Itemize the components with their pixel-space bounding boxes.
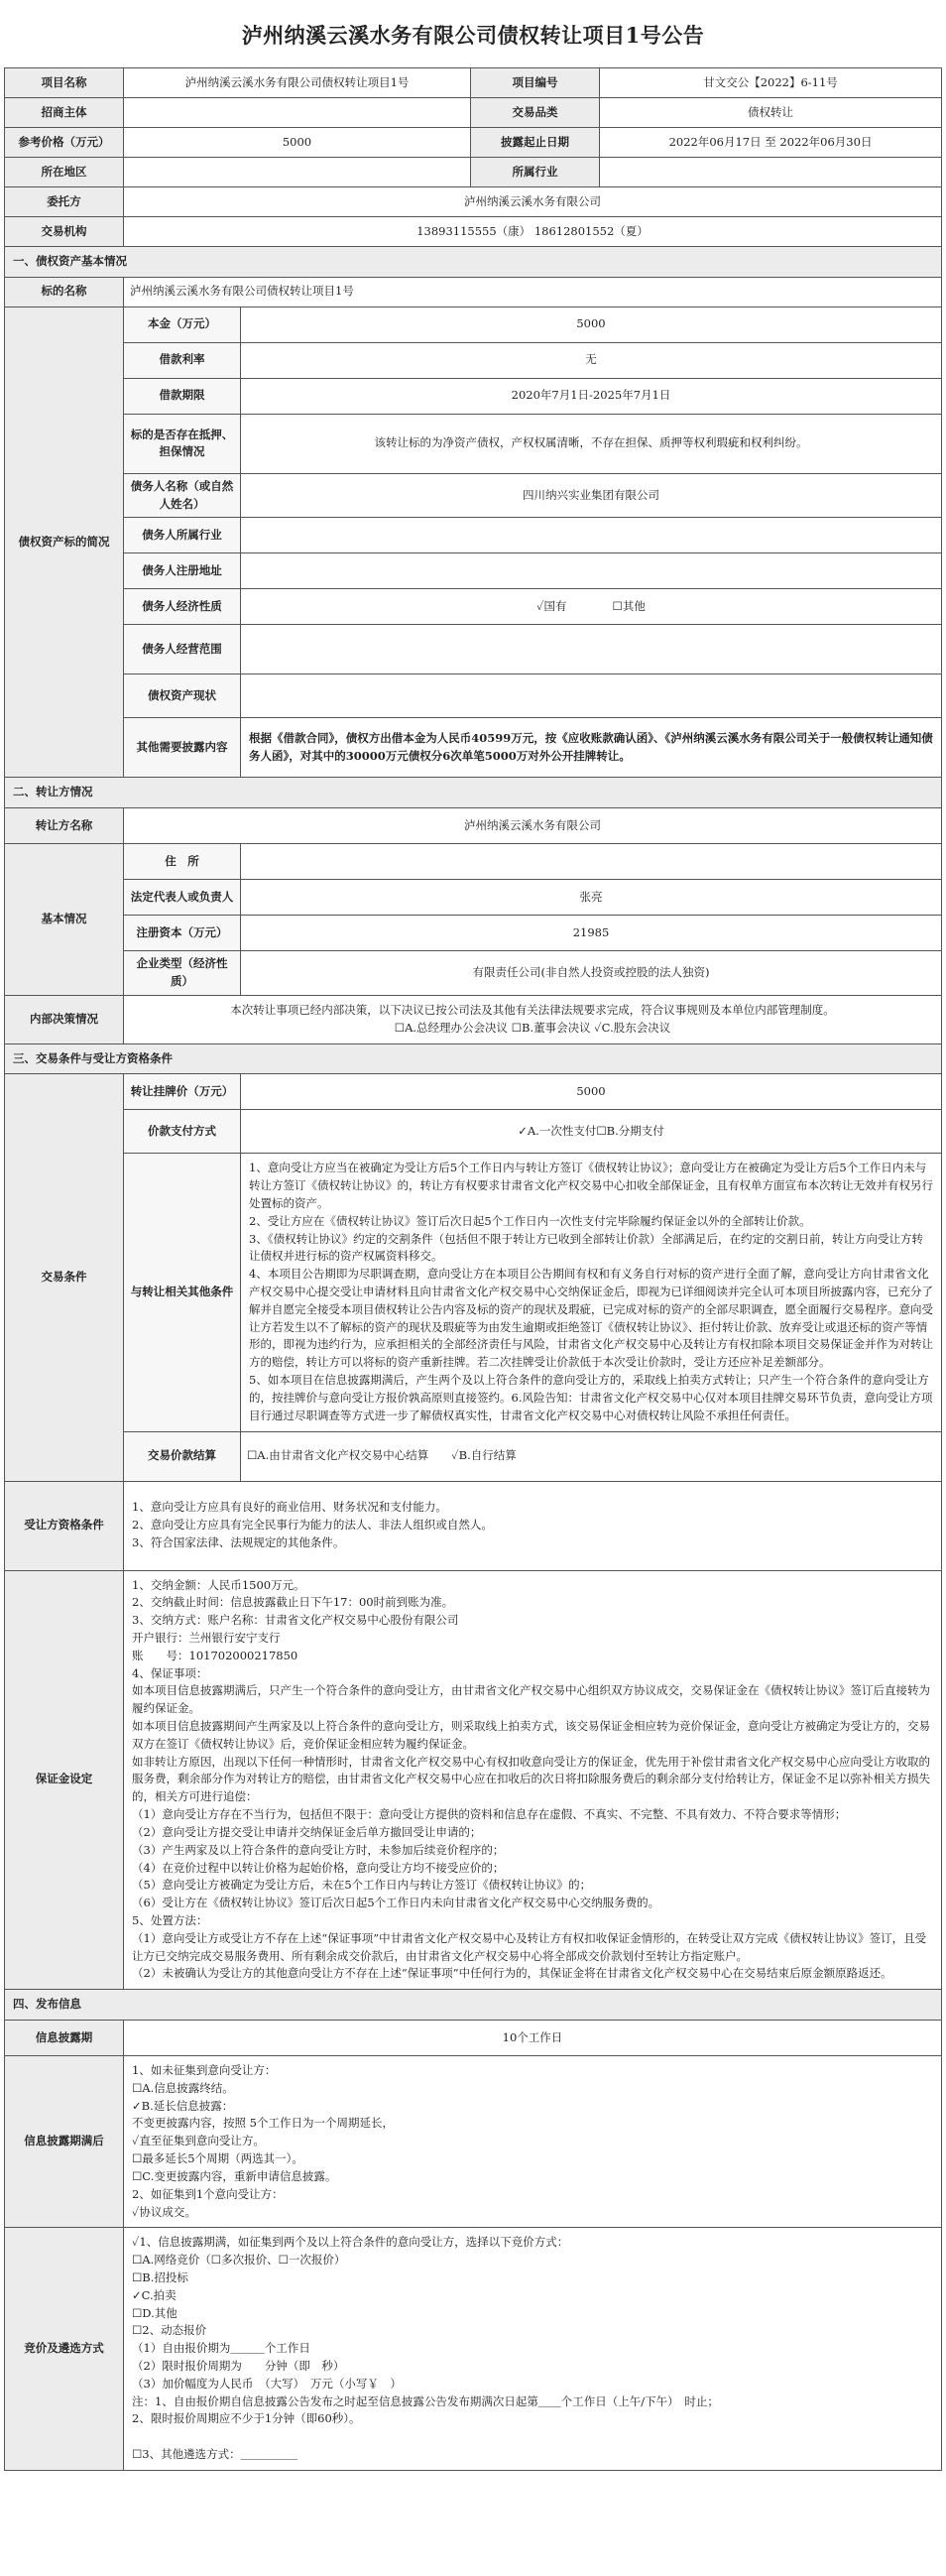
- enterprise-type-row: [5, 951, 942, 996]
- trade-type-label: 交易品类: [471, 98, 600, 128]
- expiry-row: [5, 2056, 942, 2228]
- other-disclosure-row: [5, 718, 942, 778]
- region-value: [124, 158, 471, 187]
- price-row: [5, 128, 942, 158]
- debtor-row: [5, 473, 942, 518]
- internal-decision-row: [5, 995, 942, 1043]
- section3-title: 三、交易条件与受让方资格条件: [5, 1043, 942, 1074]
- mortgage-label: 标的是否存在抵押、担保情况: [124, 414, 241, 473]
- deposit-row: [5, 1570, 942, 1990]
- bidder-value: [124, 98, 471, 128]
- legal-rep-label: 法定代表人或负责人: [124, 880, 241, 916]
- other-disclosure-label: 其他需要披露内容: [124, 718, 241, 778]
- debtor-address-row: [5, 553, 942, 589]
- term-label: 借款期限: [124, 378, 241, 414]
- bidder-row: [5, 98, 942, 128]
- debtor-address-label: 债务人注册地址: [124, 553, 241, 589]
- client-label: 委托方: [5, 187, 124, 217]
- debtor-industry-value: [241, 518, 942, 553]
- section1-title: 一、债权资产基本情况: [5, 247, 942, 278]
- target-label: 标的名称: [5, 277, 124, 307]
- transferor-address-row: [5, 844, 942, 880]
- trade-type-value: 债权转让: [600, 98, 942, 128]
- overview-label: 债权资产标的简况: [5, 307, 124, 778]
- payment-method-value: ✓A.一次性支付☐B.分期支付: [241, 1110, 942, 1154]
- qualification-label: 受让方资格条件: [5, 1481, 124, 1570]
- disclosure-period-label: 披露起止日期: [471, 128, 600, 158]
- debtor-label: 债务人名称（或自然人姓名）: [124, 473, 241, 518]
- transferor-name-value: 泸州纳溪云溪水务有限公司: [124, 808, 942, 844]
- rate-row: [5, 342, 942, 378]
- debtor-scope-label: 债务人经营范围: [124, 625, 241, 675]
- mortgage-value: 该转让标的为净资产债权，产权权属清晰，不存在担保、质押等权利瑕疵和权利纠纷。: [241, 414, 942, 473]
- registered-capital-value: 21985: [241, 916, 942, 951]
- basic-info-label: 基本情况: [5, 844, 124, 996]
- debtor-nature-row: [5, 589, 942, 625]
- reference-price-value: 5000: [124, 128, 471, 158]
- other-conditions-label: 与转让相关其他条件: [124, 1154, 241, 1431]
- bidding-method-value: ✓1、信息披露期满，如征集到两个及以上符合条件的意向受让方，选择以下竞价方式： ☐A.网络竞价（☐多次报价、☐一次报价） ☐B.招投标 ✓C.拍卖 ☐D.其他 ☐2、动态报价 （1）自由报价期为＿＿＿个工作日 （2）限时报价周期为 分钟（即 秒） （3）加价幅度为人民币 （大写） 万元（小写￥ ） 注：1、自由报价期自信息披露公告发布之时起至信息披露公告发布期满次日起第＿＿个工作日（上午/下午） 时止； 2、限时报价周期应不少于1分钟（即60秒）。 ☐3、其他遴选方式：＿＿＿＿＿: [124, 2228, 942, 2471]
- agency-label: 交易机构: [5, 217, 124, 247]
- announcement-table: [4, 67, 942, 2471]
- target-row: [5, 277, 942, 307]
- agency-value: 13893115555（康） 18612801552（夏）: [124, 217, 942, 247]
- region-label: 所在地区: [5, 158, 124, 187]
- settlement-label: 交易价款结算: [124, 1431, 241, 1481]
- section4-header-row: [5, 1990, 942, 2021]
- client-row: [5, 187, 942, 217]
- payment-method-label: 价款支付方式: [124, 1110, 241, 1154]
- agency-row: [5, 217, 942, 247]
- disclosure-period-value: 2022年06月17日 至 2022年06月30日: [600, 128, 942, 158]
- debtor-value: 四川纳兴实业集团有限公司: [241, 473, 942, 518]
- target-value: 泸州纳溪云溪水务有限公司债权转让项目1号: [124, 277, 942, 307]
- info-period-value: 10个工作日: [124, 2021, 942, 2056]
- section2-header-row: [5, 778, 942, 808]
- section1-header-row: [5, 247, 942, 278]
- project-name-row: [5, 68, 942, 98]
- principal-label: 本金（万元）: [124, 307, 241, 342]
- section2-title: 二、转让方情况: [5, 778, 942, 808]
- registered-capital-row: [5, 916, 942, 951]
- enterprise-type-value: 有限责任公司(非自然人投资或控股的法人独资): [241, 951, 942, 996]
- legal-rep-value: 张亮: [241, 880, 942, 916]
- enterprise-type-label: 企业类型（经济性质）: [124, 951, 241, 996]
- term-row: [5, 378, 942, 414]
- listing-price-label: 转让挂牌价（万元）: [124, 1074, 241, 1110]
- industry-value: [600, 158, 942, 187]
- section3-header-row: [5, 1043, 942, 1074]
- reference-price-label: 参考价格（万元）: [5, 128, 124, 158]
- expiry-label: 信息披露期满后: [5, 2056, 124, 2228]
- listing-price-value: 5000: [241, 1074, 942, 1110]
- deposit-label: 保证金设定: [5, 1570, 124, 1990]
- principal-row: [5, 307, 942, 342]
- asset-status-row: [5, 675, 942, 718]
- bidding-method-label: 竞价及遴选方式: [5, 2228, 124, 2471]
- debtor-scope-row: [5, 625, 942, 675]
- region-row: [5, 158, 942, 187]
- other-conditions-row: [5, 1154, 942, 1431]
- settlement-row: [5, 1431, 942, 1481]
- section4-title: 四、发布信息: [5, 1990, 942, 2021]
- trade-conditions-label: 交易条件: [5, 1074, 124, 1481]
- industry-label: 所属行业: [471, 158, 600, 187]
- debtor-address-value: [241, 553, 942, 589]
- deposit-value: 1、交纳金额：人民币1500万元。 2、交纳截止时间：信息披露截止日下午17：00时前到账为准。 3、交纳方式：账户名称：甘肃省文化产权交易中心股份有限公司 开户银行：兰州银行安宁支行 账 号：101702000217850 4、保证事项： 如本项目信息披露期满后，只产生一个符合条件的意向受让方，由甘肃省文化产权交易中心组织双方协议成交，交易保证金在《债权转让协议》签订后直接转为履约保证金。 如本项目信息披露期间产生两家及以上符合条件的意向受让方，则采取线上拍卖方式，该交易保证金相应转为竞价保证金，意向受让方被确定为受让方的，交易双方在签订《债权转让协议》后，竞价保证金相应转为履约保证金。 如非转让方原因，出现以下任何一种情形时，甘肃省文化产权交易中心有权扣收意向受让方的保证金，优先用于补偿甘肃省文化产权交易中心应向受让方收取的服务费，剩余部分作为对转让方的赔偿，由甘肃省文化产权交易中心应在扣收后的次日将扣除服务费后的剩余部分支付给转让方，保证金不足以弥补相关方损失的，相关方可进行追偿： （1）意向受让方存在不当行为，包括但不限于：意向受让方提供的资料和信息存在虚假、不真实、不完整、不具有效力、不符合要求等情形； （2）意向受让方提交受让申请并交纳保证金后单方撤回受让申请的； （3）产生两家及以上符合条件的意向受让方时，未参加后续竞价程序的； （4）在竞价过程中以转让价格为起始价格，意向受让方均不接受应价的； （5）意向受让方被确定为受让方后，未在5个工作日内与转让方签订《债权转让协议》的； （6）受让方在《债权转让协议》签订后次日起5个工作日内未向甘肃省文化产权交易中心交纳服务费的。 5、处置方法： （1）意向受让方或受让方不存在上述“保证事项”中甘肃省文化产权交易中心及转让方有权扣收保证金情形的，在转受让双方完成《债权转让协议》签订，且受让方已交纳完成交易服务费用、所有剩余成交价款后，由甘肃省文化产权交易中心将全部成交价款划付至转让方指定账户。 （2）未被确认为受让方的其他意向受让方不存在上述“保证事项”中任何行为的，其保证金将在甘肃省文化产权交易中心在交易结束后原金额原路返还。: [124, 1570, 942, 1990]
- transferor-name-label: 转让方名称: [5, 808, 124, 844]
- project-code-label: 项目编号: [471, 68, 600, 98]
- project-name-value: 泸州纳溪云溪水务有限公司债权转让项目1号: [124, 68, 471, 98]
- registered-capital-label: 注册资本（万元）: [124, 916, 241, 951]
- rate-label: 借款利率: [124, 342, 241, 378]
- bidding-method-row: [5, 2228, 942, 2471]
- legal-rep-row: [5, 880, 942, 916]
- project-name-label: 项目名称: [5, 68, 124, 98]
- debtor-nature-label: 债务人经济性质: [124, 589, 241, 625]
- debtor-nature-value: ✓国有 ☐其他: [241, 589, 942, 625]
- project-code-value: 甘文交公【2022】6-11号: [600, 68, 942, 98]
- debtor-industry-row: [5, 518, 942, 553]
- page-title: 泸州纳溪云溪水务有限公司债权转让项目1号公告: [241, 23, 705, 48]
- internal-decision-value: 本次转让事项已经内部决策，以下决议已按公司法及其他有关法律法规要求完成，符合议事规则及本单位内部管理制度。 ☐A.总经理办公会决议 ☐B.董事会决议 ✓C.股东会决议: [124, 995, 942, 1043]
- debtor-scope-value: [241, 625, 942, 675]
- term-value: 2020年7月1日-2025年7月1日: [241, 378, 942, 414]
- bidder-label: 招商主体: [5, 98, 124, 128]
- info-period-label: 信息披露期: [5, 2021, 124, 2056]
- principal-value: 5000: [241, 307, 942, 342]
- asset-status-label: 债权资产现状: [124, 675, 241, 718]
- qualification-row: [5, 1481, 942, 1570]
- transferor-name-row: [5, 808, 942, 844]
- transferor-address-value: [241, 844, 942, 880]
- transferor-address-label: 住 所: [124, 844, 241, 880]
- disclosure-period-row: [5, 2021, 942, 2056]
- qualification-value: 1、意向受让方应具有良好的商业信用、财务状况和支付能力。 2、意向受让方应具有完全民事行为能力的法人、非法人组织或自然人。 3、符合国家法律、法规规定的其他条件。: [124, 1481, 942, 1570]
- asset-status-value: [241, 675, 942, 718]
- payment-method-row: [5, 1110, 942, 1154]
- other-conditions-value: 1、意向受让方应当在被确定为受让方后5个工作日内与转让方签订《债权转让协议》；意向受让方在被确定为受让方后5个工作日内未与转让方签订《债权转让协议》的，转让方有权要求甘肃省文化产权交易中心扣收全部保证金，且有权单方面宣布本次转让无效并有权另行处置标的资产。 2、受让方应在《债权转让协议》签订后次日起5个工作日内一次性支付完毕除履约保证金以外的全部转让价款。 3、《债权转让协议》约定的交割条件（包括但不限于转让方已收到全部转让价款）全部满足后，在约定的交割日前，转让方向受让方转让债权并进行标的资产权属资料移交。 4、本项目公告期即为尽职调查期，意向受让方在本项目公告期间有权和有义务自行对标的资产进行全面了解，意向受让方向甘肃省文化产权交易中心提交受让申请材料且向甘肃省文化产权交易中心交纳保证金后，即视为已详细阅读并完全认可本项目所披露内容，已充分了解并自愿完全接受本项目债权转让公告内容及标的资产的现状及瑕疵，已完成对标的资产的全部尽职调查，愿全面履行交易程序。意向受让方若发生以不了解标的资产的现状及瑕疵等为由发生逾期或拒绝签订《债权转让协议》、拒付转让价款、放弃受让或退还标的资产等情形的，即视为违约行为，应承担相关的全部经济责任与风险，甘肃省文化产权交易中心及转让方有权扣除本项目交易保证金并作为对转让方的赔偿，转让方可以将标的资产重新挂牌。若二次挂牌受让价款低于本次受让价款时，受让方还应补足差额部分。 5、如本项目在信息披露期满后，产生两个及以上符合条件的意向受让方的，采取线上拍卖方式转让；只产生一个符合条件的意向受让方的，按挂牌价与意向受让方报价孰高原则直接签约。6.风险告知：甘肃省文化产权交易中心仅对本项目挂牌交易环节负责，意向受让方项目行通过尽职调查等方式进一步了解债权真实性，甘肃省文化产权交易中心对债权转让风险不承担任何责任。: [241, 1154, 942, 1431]
- listing-price-row: [5, 1074, 942, 1110]
- debtor-industry-label: 债务人所属行业: [124, 518, 241, 553]
- client-value: 泸州纳溪云溪水务有限公司: [124, 187, 942, 217]
- expiry-value: 1、如未征集到意向受让方： ☐A.信息披露终结。 ✓B.延长信息披露： 不变更披露内容，按照 5个工作日为一个周期延长， ✓直至征集到意向受让方。 ☐最多延长5个周期（两选其一）。 ☐C.变更披露内容，重新申请信息披露。 2、如征集到1个意向受让方： ✓协议成交。: [124, 2056, 942, 2228]
- settlement-value: ☐A.由甘肃省文化产权交易中心结算 ✓B.自行结算: [241, 1431, 942, 1481]
- mortgage-row: [5, 414, 942, 473]
- internal-decision-label: 内部决策情况: [5, 995, 124, 1043]
- rate-value: 无: [241, 342, 942, 378]
- other-disclosure-value: 根据《借款合同》，债权方出借本金为人民币40599万元，按《应收账款确认函》、《泸州纳溪云溪水务有限公司关于一般债权转让通知债务人函》，对其中的30000万元债权分6次单笔5000万对外公开挂牌转让。: [241, 718, 942, 778]
